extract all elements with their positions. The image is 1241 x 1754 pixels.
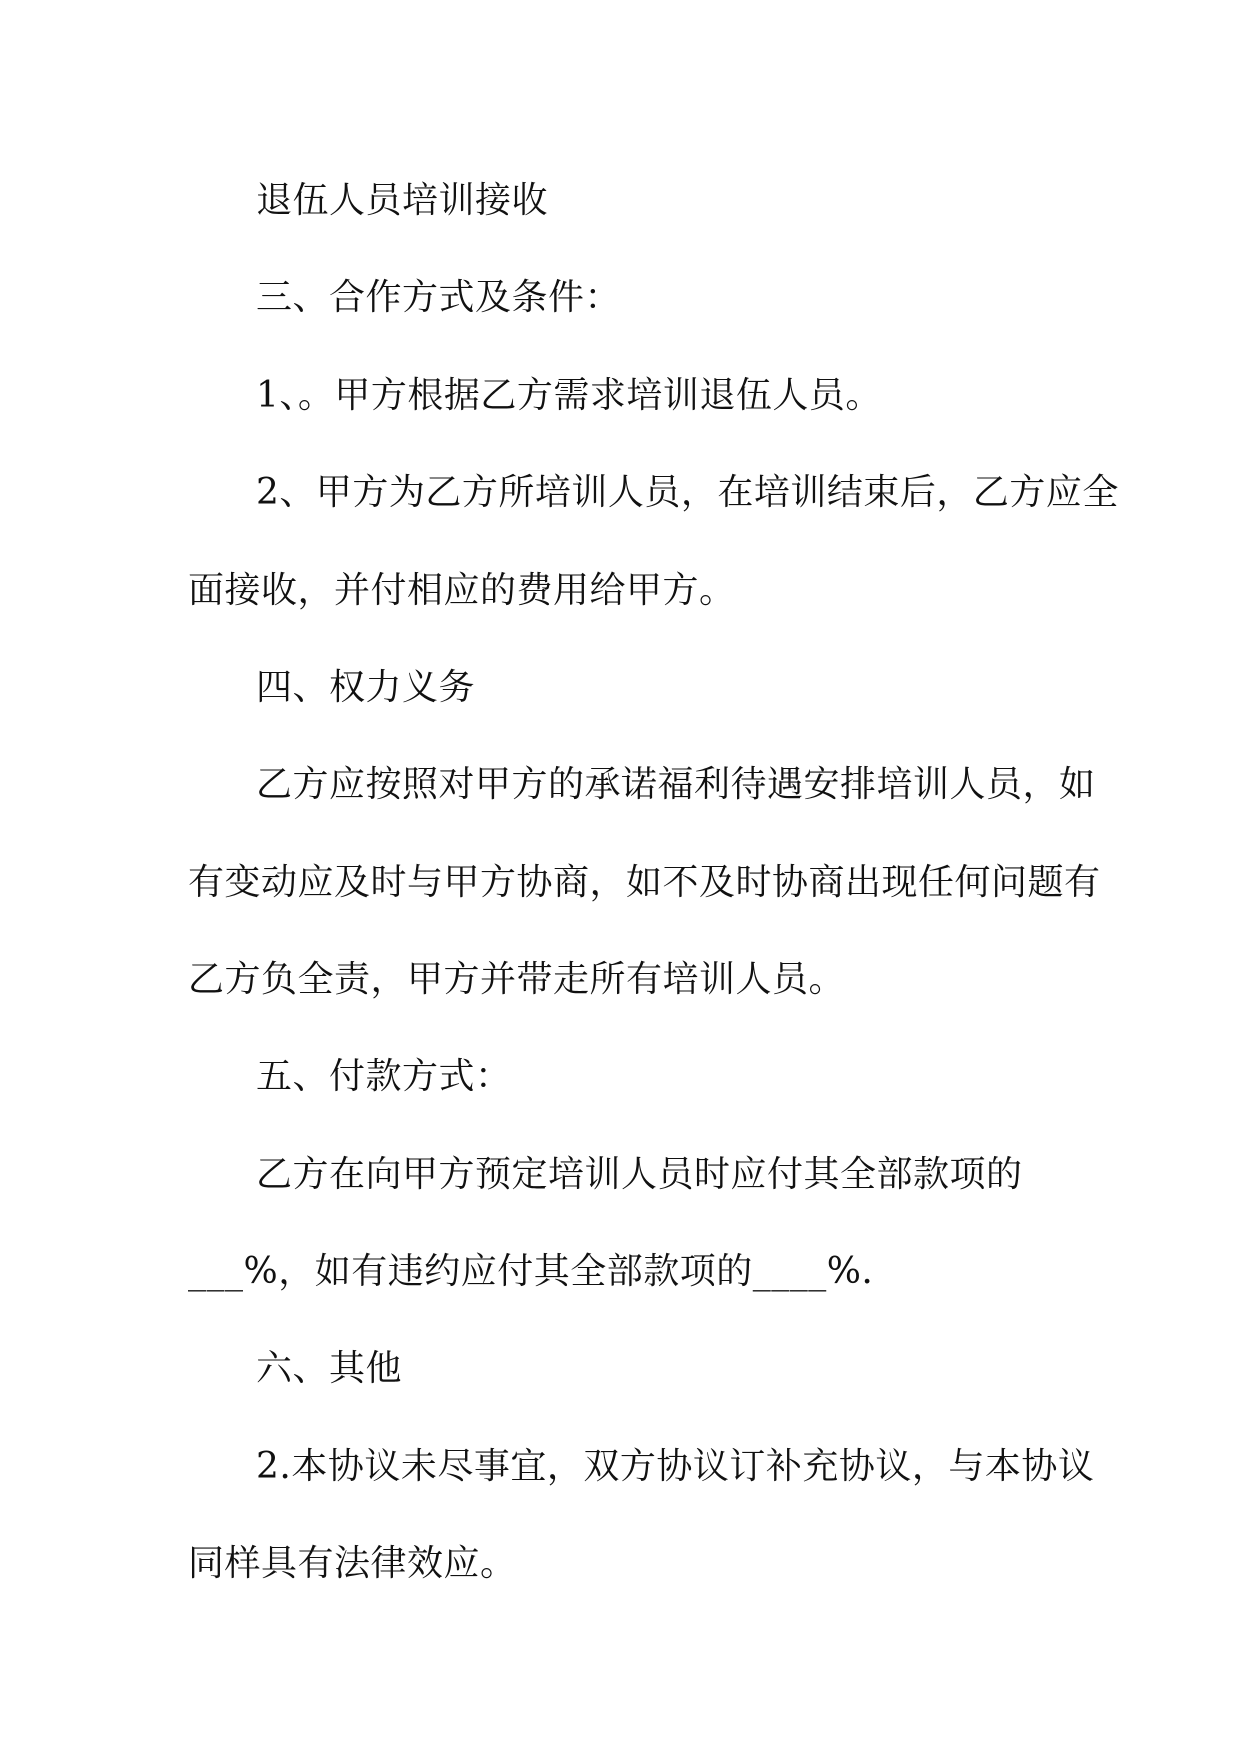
document-line: 退伍人员培训接收 (256, 180, 549, 221)
section-heading: 三、合作方式及条件： (256, 277, 622, 318)
section-heading: 六、其他 (256, 1348, 403, 1389)
document-line: 乙方在向甲方预定培训人员时应付其全部款项的 (256, 1154, 1023, 1195)
document-line: 2.本协议未尽事宜，双方协议订补充协议，与本协议 (256, 1446, 1095, 1487)
document-line: 有变动应及时与甲方协商，如不及时协商出现任何问题有 (188, 862, 1101, 903)
section-heading: 五、付款方式： (256, 1056, 512, 1097)
document-line: 乙方负全责，甲方并带走所有培训人员。 (188, 959, 846, 1000)
document-line: 乙方应按照对甲方的承诺福利待遇安排培训人员，如 (256, 764, 1096, 805)
section-heading: 四、权力义务 (256, 667, 476, 708)
document-line: 1、。甲方根据乙方需求培训退伍人员。 (256, 375, 882, 416)
document-line: 2、甲方为乙方所培训人员，在培训结束后，乙方应全 (256, 472, 1119, 513)
document-line: ___%，如有违约应付其全部款项的____%. (188, 1251, 874, 1292)
document-line: 面接收，并付相应的费用给甲方。 (188, 570, 736, 611)
document-line: 同样具有法律效应。 (188, 1543, 517, 1584)
